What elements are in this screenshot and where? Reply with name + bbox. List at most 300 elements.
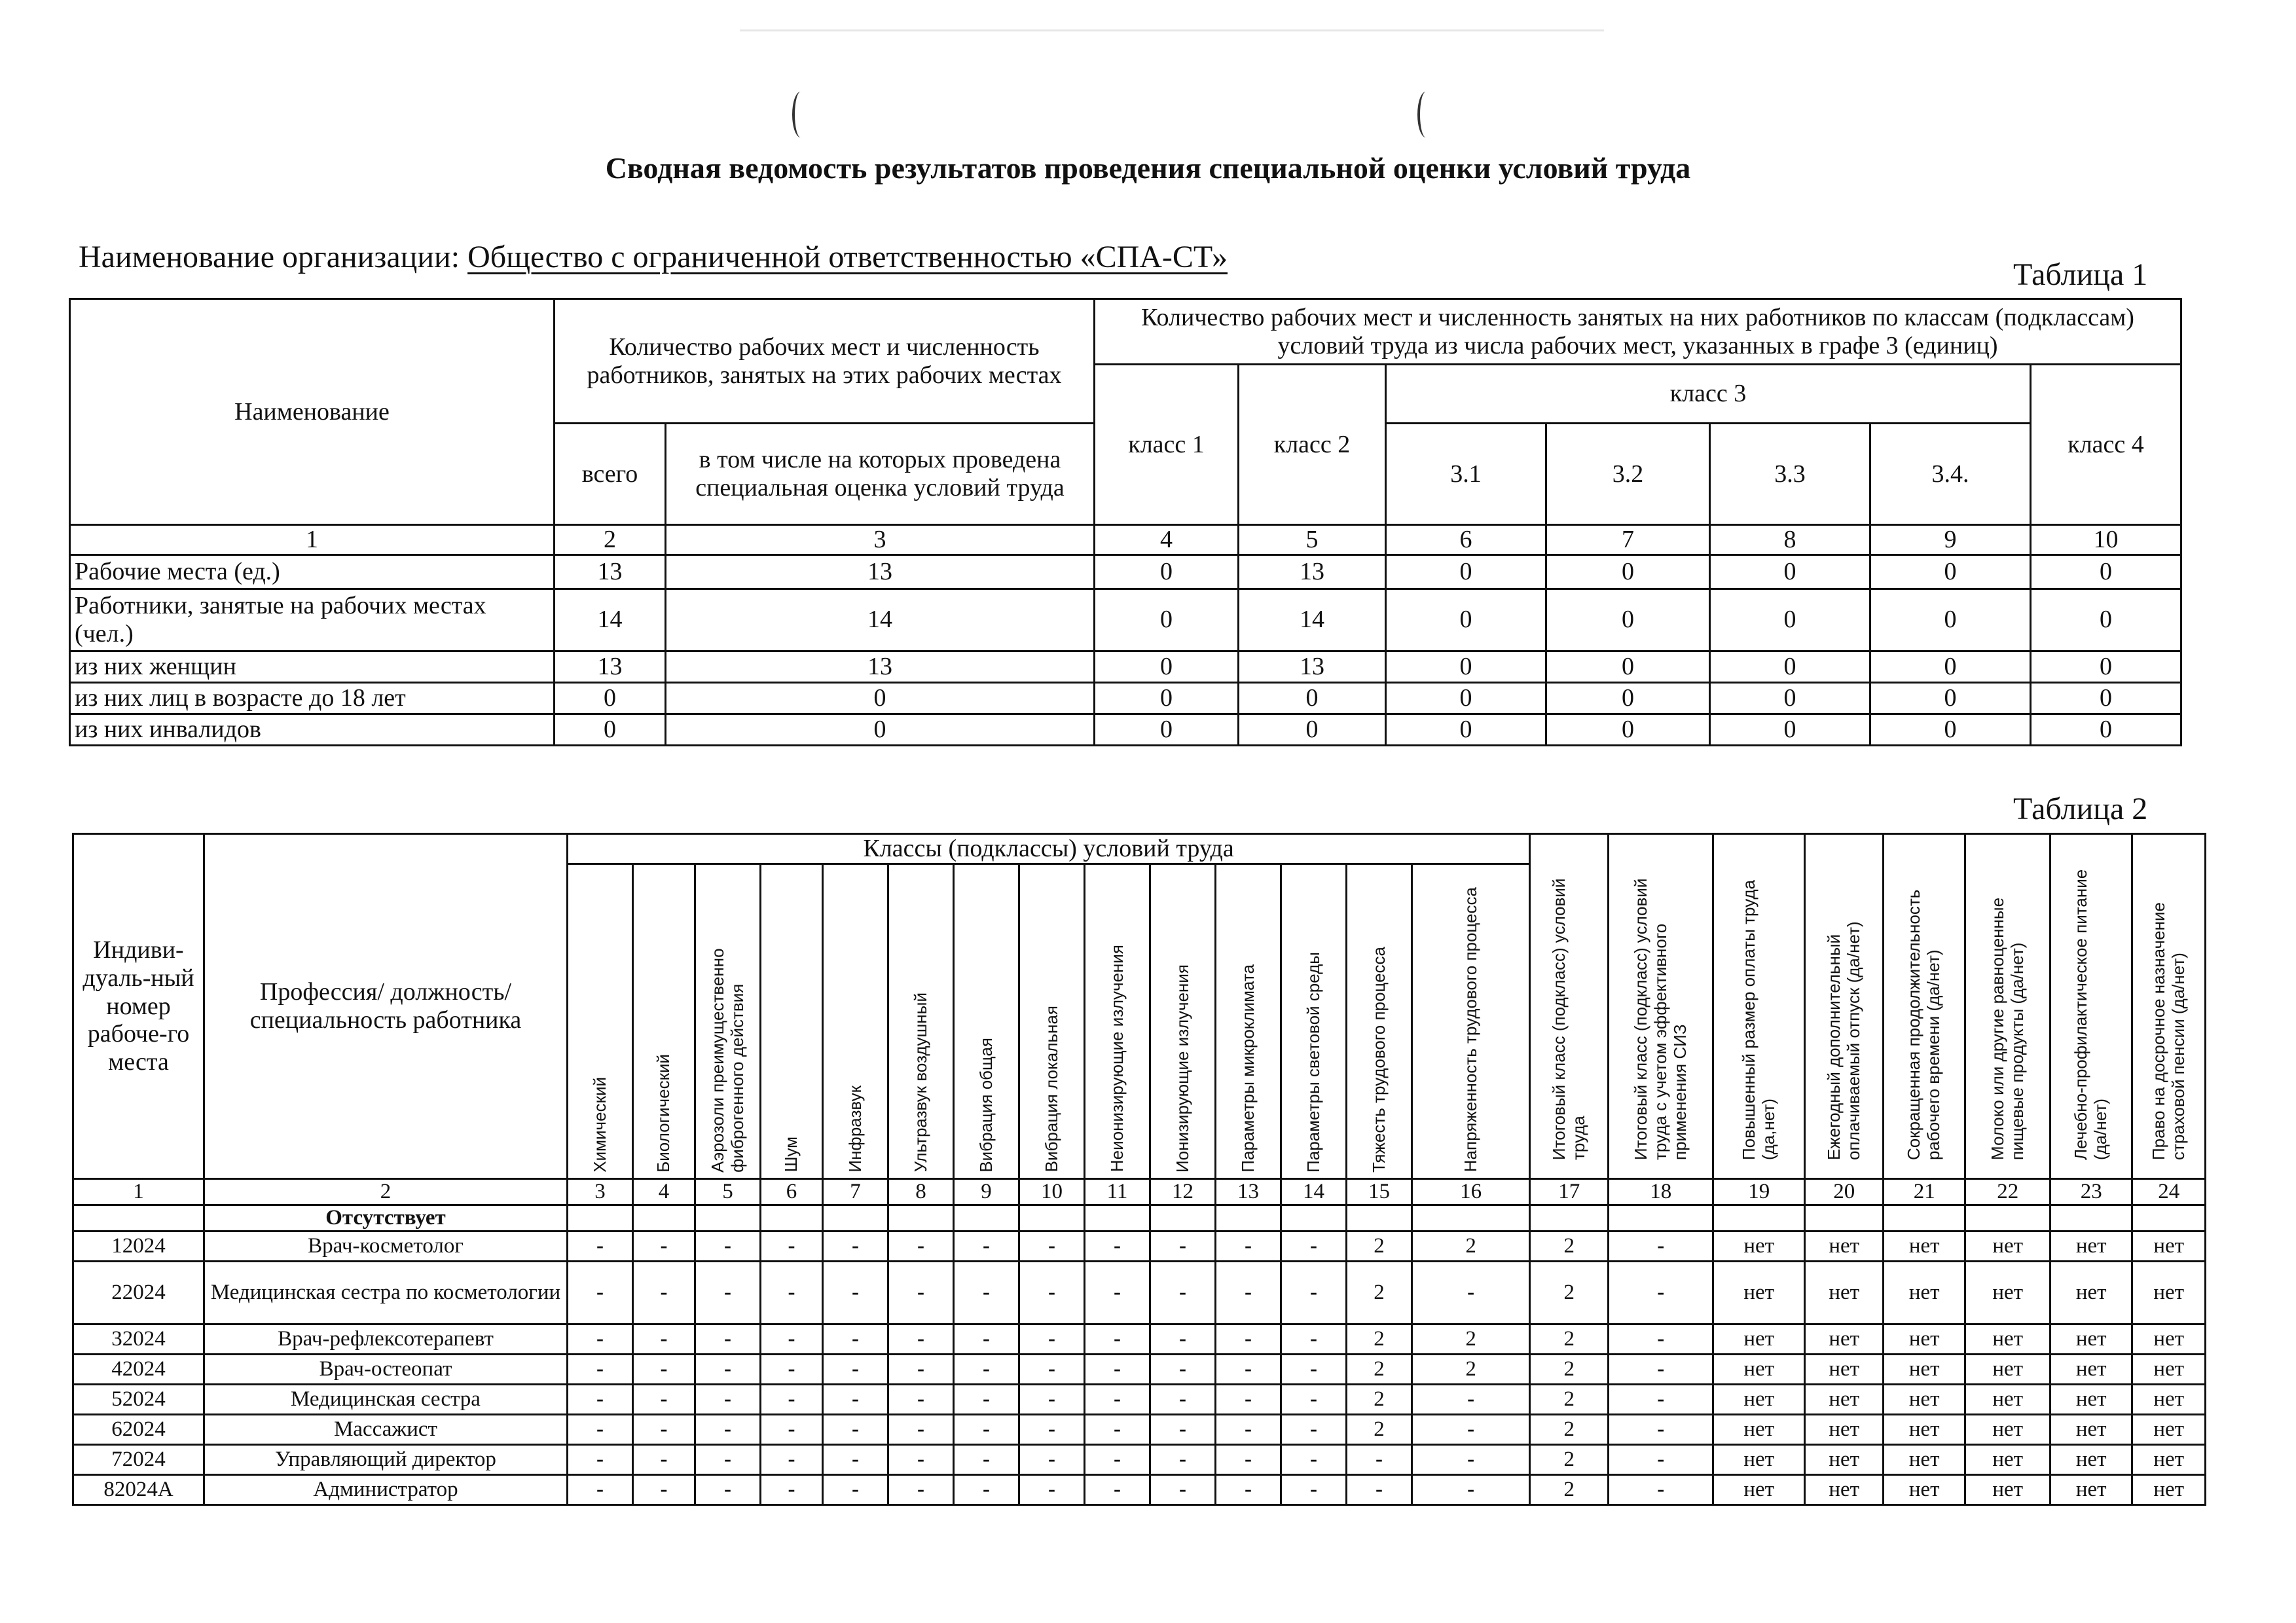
table-cell: нет <box>1713 1324 1805 1354</box>
summary-table-2 <box>72 833 2206 1506</box>
table-cell: - <box>1085 1324 1150 1354</box>
header-summary-label: Итоговый класс (подкласс) условий труда с учетом эффективного применения СИЗ <box>1630 878 1690 1160</box>
table-cell: - <box>695 1231 761 1261</box>
header-factor-label: Тяжесть трудового процесса <box>1368 946 1389 1173</box>
table-cell: нет <box>1884 1414 1965 1444</box>
table-cell: нет <box>2050 1324 2132 1354</box>
table-cell: - <box>1019 1324 1085 1354</box>
row-label: Рабочие места (ед.) <box>70 555 555 589</box>
table-row <box>73 1444 2206 1474</box>
table-row <box>73 1324 2206 1354</box>
table-cell: 13 <box>666 651 1095 682</box>
header-factor-15 <box>1347 864 1412 1178</box>
table-cell: - <box>1019 1354 1085 1384</box>
table-cell: 2 <box>1347 1231 1412 1261</box>
table-cell: - <box>568 1474 633 1504</box>
profession-name: Врач-косметолог <box>204 1231 568 1261</box>
col-number: 19 <box>1713 1178 1805 1205</box>
table-cell: - <box>888 1414 954 1444</box>
header-summary-label: Сокращенная продолжительность рабочего времени (да/нет) <box>1904 889 1944 1160</box>
table-cell: нет <box>1884 1261 1965 1324</box>
section-label: Отсутствует <box>204 1205 568 1231</box>
table-cell: - <box>1281 1384 1347 1414</box>
table-cell: нет <box>1713 1414 1805 1444</box>
empty-cell <box>954 1205 1019 1231</box>
column-number-row <box>70 525 2181 555</box>
header-sub31: 3.1 <box>1386 424 1546 525</box>
table-cell: нет <box>2050 1261 2132 1324</box>
profession-name: Врач-остеопат <box>204 1354 568 1384</box>
header-factor-13 <box>1216 864 1281 1178</box>
empty-cell <box>633 1205 695 1231</box>
col-number: 5 <box>695 1178 761 1205</box>
workplace-id: 12024 <box>73 1231 204 1261</box>
col-number: 6 <box>1386 525 1546 555</box>
workplace-id: 62024 <box>73 1414 204 1444</box>
table-cell: 0 <box>1239 714 1386 745</box>
workplace-id: 22024 <box>73 1261 204 1324</box>
table-cell: 0 <box>2031 682 2181 714</box>
table-cell: - <box>1281 1474 1347 1504</box>
table-cell: - <box>1019 1444 1085 1474</box>
table-cell: - <box>568 1324 633 1354</box>
col-number: 13 <box>1216 1178 1281 1205</box>
table-cell: 0 <box>1095 651 1239 682</box>
table-cell: - <box>1019 1414 1085 1444</box>
table-cell: - <box>1216 1231 1281 1261</box>
table-cell: нет <box>2050 1384 2132 1414</box>
header-factor-label: Ионизирующие излучения <box>1172 964 1192 1173</box>
header-factor-label: Шум <box>781 1137 801 1173</box>
header-factor-label: Ультразвук воздушный <box>910 993 930 1173</box>
table-cell: нет <box>1713 1444 1805 1474</box>
col-number: 9 <box>1870 525 2031 555</box>
header-total: всего <box>555 424 666 525</box>
header-class3: класс 3 <box>1386 365 2031 424</box>
scan-artifact-line <box>740 29 1604 31</box>
header-factor-label: Инфразвук <box>845 1085 865 1173</box>
table-cell: нет <box>1884 1384 1965 1414</box>
table-cell: - <box>1216 1444 1281 1474</box>
table-cell: - <box>823 1384 888 1414</box>
table-row <box>70 555 2181 589</box>
row-label: из них лиц в возрасте до 18 лет <box>70 682 555 714</box>
header-factor-label: Аэрозоли преимущественно фиброгенного действия <box>707 947 747 1173</box>
table-cell: нет <box>1884 1354 1965 1384</box>
table-cell: 2 <box>1347 1354 1412 1384</box>
empty-cell <box>1085 1205 1150 1231</box>
table-cell: - <box>1150 1444 1216 1474</box>
header-factor-16 <box>1412 864 1530 1178</box>
table-row <box>70 682 2181 714</box>
table-cell: - <box>695 1444 761 1474</box>
table-cell: нет <box>2132 1324 2206 1354</box>
table-cell: - <box>1150 1324 1216 1354</box>
table-cell: нет <box>1965 1324 2050 1354</box>
table-cell: нет <box>1805 1354 1884 1384</box>
profession-name: Медицинская сестра по косметологии <box>204 1261 568 1324</box>
table-cell: - <box>633 1474 695 1504</box>
table-cell: - <box>1216 1261 1281 1324</box>
table-row <box>73 1474 2206 1504</box>
table-cell: 0 <box>1095 714 1239 745</box>
table-cell: нет <box>1805 1414 1884 1444</box>
header-summary-23 <box>2050 834 2132 1179</box>
table-cell: - <box>823 1354 888 1384</box>
table-row <box>73 1354 2206 1384</box>
header-factor-5 <box>695 864 761 1178</box>
header-factor-label: Параметры микроклимата <box>1237 964 1258 1173</box>
header-summary-21 <box>1884 834 1965 1179</box>
col-number: 21 <box>1884 1178 1965 1205</box>
table-cell: 0 <box>1710 714 1870 745</box>
table-cell: - <box>1085 1474 1150 1504</box>
table-cell: - <box>1609 1324 1713 1354</box>
table-cell: 2 <box>1347 1414 1412 1444</box>
table-cell: - <box>695 1261 761 1324</box>
table-cell: 0 <box>1386 714 1546 745</box>
table-cell: 2 <box>1530 1261 1609 1324</box>
col-number: 1 <box>70 525 555 555</box>
table-cell: - <box>823 1414 888 1444</box>
workplace-id: 72024 <box>73 1444 204 1474</box>
table-cell: нет <box>1805 1444 1884 1474</box>
table-cell: 0 <box>1870 651 2031 682</box>
table-cell: - <box>1019 1261 1085 1324</box>
table-cell: 2 <box>1530 1444 1609 1474</box>
col-number: 7 <box>1546 525 1710 555</box>
empty-cell <box>2132 1205 2206 1231</box>
header-summary-label: Право на досрочное назначение страховой пенсии (да/нет) <box>2148 902 2188 1160</box>
organization-name: Общество с ограниченной ответственностью «СПА-СТ» <box>467 240 1228 274</box>
table-cell: 13 <box>666 555 1095 589</box>
table-cell: - <box>1085 1444 1150 1474</box>
table-cell: - <box>695 1474 761 1504</box>
empty-cell <box>1281 1205 1347 1231</box>
table-cell: нет <box>1805 1231 1884 1261</box>
table-cell: - <box>1216 1384 1281 1414</box>
profession-name: Врач-рефлексотерапевт <box>204 1324 568 1354</box>
table-cell: нет <box>2050 1414 2132 1444</box>
header-summary-label: Ежегодный дополнительный оплачиваемый отпуск (да/нет) <box>1823 921 1863 1160</box>
table-cell: нет <box>1965 1261 2050 1324</box>
table-cell: нет <box>2050 1474 2132 1504</box>
table-cell: - <box>1085 1261 1150 1324</box>
table-cell: 2 <box>1530 1354 1609 1384</box>
header-factor-6 <box>761 864 823 1178</box>
table-cell: нет <box>1713 1231 1805 1261</box>
table-cell: - <box>1609 1414 1713 1444</box>
header-factor-9 <box>954 864 1019 1178</box>
table-cell: 0 <box>1546 555 1710 589</box>
col-number: 8 <box>888 1178 954 1205</box>
table-cell: - <box>568 1444 633 1474</box>
table-cell: нет <box>1805 1261 1884 1324</box>
table-cell: - <box>954 1474 1019 1504</box>
table-row <box>73 1261 2206 1324</box>
empty-cell <box>1965 1205 2050 1231</box>
empty-cell <box>823 1205 888 1231</box>
col-number: 12 <box>1150 1178 1216 1205</box>
table-cell: - <box>761 1231 823 1261</box>
table-cell: - <box>888 1231 954 1261</box>
table-cell: 0 <box>1095 555 1239 589</box>
table-cell: - <box>954 1324 1019 1354</box>
col-number: 10 <box>2031 525 2181 555</box>
table-cell: - <box>823 1231 888 1261</box>
header-summary-20 <box>1805 834 1884 1179</box>
table-cell: - <box>1216 1324 1281 1354</box>
table-cell: 2 <box>1347 1384 1412 1414</box>
col-number: 14 <box>1281 1178 1347 1205</box>
table-cell: 0 <box>1710 682 1870 714</box>
header-summary-label: Повышенный размер оплаты труда (да,нет) <box>1738 879 1778 1160</box>
col-number: 23 <box>2050 1178 2132 1205</box>
header-factor-10 <box>1019 864 1085 1178</box>
table-cell: - <box>1281 1414 1347 1444</box>
table-cell: - <box>1347 1474 1412 1504</box>
header-sub32: 3.2 <box>1546 424 1710 525</box>
table-cell: 0 <box>1870 682 2031 714</box>
table-cell: нет <box>2132 1231 2206 1261</box>
header-factor-label: Вибрация общая <box>975 1037 996 1173</box>
table-cell: - <box>1412 1444 1530 1474</box>
table-cell: 0 <box>1386 589 1546 651</box>
table-cell: 0 <box>1710 555 1870 589</box>
table-cell: 0 <box>1710 589 1870 651</box>
table-cell: 2 <box>1347 1324 1412 1354</box>
table-cell: 13 <box>1239 651 1386 682</box>
table-cell: нет <box>2132 1261 2206 1324</box>
table1-caption: Таблица 1 <box>2013 257 2148 292</box>
col-number: 9 <box>954 1178 1019 1205</box>
table-cell: 13 <box>1239 555 1386 589</box>
table-cell: - <box>568 1354 633 1384</box>
table-cell: - <box>1085 1384 1150 1414</box>
header-factor-4 <box>633 864 695 1178</box>
table-row <box>70 651 2181 682</box>
table-cell: - <box>695 1324 761 1354</box>
table-cell: нет <box>1884 1444 1965 1474</box>
table-cell: - <box>954 1444 1019 1474</box>
header-summary-24 <box>2132 834 2206 1179</box>
table-cell: - <box>1019 1231 1085 1261</box>
table-cell: - <box>1150 1474 1216 1504</box>
header-class1: класс 1 <box>1095 365 1239 525</box>
header-summary-label: Молоко или другие равноценные пищевые продукты (да/нет) <box>1987 897 2027 1160</box>
col-number: 7 <box>823 1178 888 1205</box>
table-cell: 0 <box>1239 682 1386 714</box>
table-cell: 2 <box>1412 1231 1530 1261</box>
col-number: 8 <box>1710 525 1870 555</box>
col-number: 6 <box>761 1178 823 1205</box>
header-factor-11 <box>1085 864 1150 1178</box>
table-cell: - <box>633 1414 695 1444</box>
table-row <box>73 1384 2206 1414</box>
empty-cell <box>888 1205 954 1231</box>
header-summary-17 <box>1530 834 1609 1179</box>
table-cell: - <box>823 1444 888 1474</box>
header-profession: Профессия/ должность/ специальность работника <box>204 834 568 1179</box>
workplace-id: 52024 <box>73 1384 204 1414</box>
empty-cell <box>1019 1205 1085 1231</box>
empty-cell <box>1805 1205 1884 1231</box>
col-number: 3 <box>666 525 1095 555</box>
header-summary-label: Итоговый класс (подкласс) условий труда <box>1548 878 1588 1160</box>
table-row <box>73 1414 2206 1444</box>
table-cell: - <box>633 1354 695 1384</box>
table-cell: нет <box>1884 1324 1965 1354</box>
table-cell: 0 <box>1546 589 1710 651</box>
table-cell: нет <box>2050 1354 2132 1384</box>
col-number: 22 <box>1965 1178 2050 1205</box>
col-number: 1 <box>73 1178 204 1205</box>
table-cell: - <box>888 1384 954 1414</box>
column-number-row <box>73 1178 2206 1205</box>
table-cell: 2 <box>1530 1384 1609 1414</box>
table-cell: - <box>1216 1414 1281 1444</box>
empty-cell <box>73 1205 204 1231</box>
table-cell: 0 <box>1710 651 1870 682</box>
table-cell: - <box>888 1444 954 1474</box>
table-row <box>70 589 2181 651</box>
hole-punch-mark <box>1417 92 1434 137</box>
table-cell: - <box>1412 1474 1530 1504</box>
table-cell: 2 <box>1412 1324 1530 1354</box>
table-cell: - <box>954 1384 1019 1414</box>
table-cell: - <box>1347 1444 1412 1474</box>
table-cell: нет <box>2132 1354 2206 1384</box>
col-number: 4 <box>633 1178 695 1205</box>
table-cell: - <box>568 1261 633 1324</box>
table-cell: 2 <box>1347 1261 1412 1324</box>
table-cell: нет <box>1713 1474 1805 1504</box>
table-cell: - <box>888 1324 954 1354</box>
table-cell: - <box>1019 1474 1085 1504</box>
empty-cell <box>568 1205 633 1231</box>
table-cell: - <box>633 1261 695 1324</box>
col-number: 4 <box>1095 525 1239 555</box>
profession-name: Администратор <box>204 1474 568 1504</box>
table-cell: - <box>1150 1354 1216 1384</box>
table-cell: - <box>1412 1414 1530 1444</box>
table-cell: нет <box>1805 1324 1884 1354</box>
empty-cell <box>1347 1205 1412 1231</box>
header-class4: класс 4 <box>2031 365 2181 525</box>
table-cell: 0 <box>1386 682 1546 714</box>
table-cell: нет <box>1965 1354 2050 1384</box>
document-title: Сводная ведомость результатов проведения специальной оценки условий труда <box>605 151 1691 185</box>
col-number: 15 <box>1347 1178 1412 1205</box>
table-cell: - <box>761 1444 823 1474</box>
table-cell: 13 <box>555 651 666 682</box>
col-number: 16 <box>1412 1178 1530 1205</box>
col-number: 10 <box>1019 1178 1085 1205</box>
empty-cell <box>761 1205 823 1231</box>
table-cell: - <box>823 1474 888 1504</box>
empty-cell <box>1150 1205 1216 1231</box>
table-cell: - <box>1609 1384 1713 1414</box>
table-cell: - <box>1216 1354 1281 1384</box>
table-cell: 0 <box>1546 682 1710 714</box>
table-cell: - <box>1150 1384 1216 1414</box>
table-cell: 14 <box>555 589 666 651</box>
workplace-id: 32024 <box>73 1324 204 1354</box>
table-cell: нет <box>1805 1474 1884 1504</box>
table-cell: - <box>954 1414 1019 1444</box>
table-cell: - <box>1281 1324 1347 1354</box>
table-cell: - <box>1609 1354 1713 1384</box>
table-cell: нет <box>1713 1261 1805 1324</box>
header-factor-14 <box>1281 864 1347 1178</box>
table-cell: нет <box>1965 1444 2050 1474</box>
table-cell: 0 <box>2031 555 2181 589</box>
table-cell: - <box>954 1231 1019 1261</box>
table-cell: - <box>1281 1354 1347 1384</box>
table-cell: 2 <box>1530 1414 1609 1444</box>
header-sub34: 3.4. <box>1870 424 2031 525</box>
organization-label: Наименование организации: <box>79 240 460 274</box>
table-cell: - <box>633 1384 695 1414</box>
table-cell: нет <box>2050 1444 2132 1474</box>
table-cell: нет <box>1884 1474 1965 1504</box>
table-cell: 0 <box>2031 651 2181 682</box>
empty-cell <box>2050 1205 2132 1231</box>
table-cell: нет <box>2050 1231 2132 1261</box>
table-cell: нет <box>1713 1354 1805 1384</box>
empty-cell <box>1713 1205 1805 1231</box>
table-cell: 0 <box>666 682 1095 714</box>
table-cell: - <box>1150 1261 1216 1324</box>
empty-cell <box>1609 1205 1713 1231</box>
table-cell: - <box>823 1261 888 1324</box>
header-factor-12 <box>1150 864 1216 1178</box>
profession-name: Массажист <box>204 1414 568 1444</box>
header-group-total: Количество рабочих мест и численность работников, занятых на этих рабочих местах <box>555 299 1095 424</box>
col-number: 2 <box>204 1178 568 1205</box>
table-cell: нет <box>1805 1384 1884 1414</box>
col-number: 3 <box>568 1178 633 1205</box>
empty-cell <box>695 1205 761 1231</box>
header-factor-8 <box>888 864 954 1178</box>
header-factor-label: Вибрация локальная <box>1041 1006 1061 1173</box>
col-number: 24 <box>2132 1178 2206 1205</box>
row-label: из них женщин <box>70 651 555 682</box>
empty-cell <box>1412 1205 1530 1231</box>
table-cell: - <box>1609 1444 1713 1474</box>
table-cell: 0 <box>1386 651 1546 682</box>
table-cell: нет <box>2132 1474 2206 1504</box>
table-cell: - <box>1412 1261 1530 1324</box>
workplace-id: 82024А <box>73 1474 204 1504</box>
header-summary-22 <box>1965 834 2050 1179</box>
table-cell: - <box>1281 1231 1347 1261</box>
table-row <box>70 714 2181 745</box>
header-class2: класс 2 <box>1239 365 1386 525</box>
table-cell: - <box>1412 1384 1530 1414</box>
table-cell: - <box>1085 1414 1150 1444</box>
table-cell: - <box>1085 1354 1150 1384</box>
table-cell: - <box>761 1414 823 1444</box>
table-cell: - <box>1216 1474 1281 1504</box>
table-cell: - <box>633 1444 695 1474</box>
header-assessed: в том числе на которых проведена специальная оценка условий труда <box>666 424 1095 525</box>
header-factor-label: Напряженность трудового процесса <box>1460 887 1480 1173</box>
table-cell: нет <box>1965 1384 2050 1414</box>
col-number: 11 <box>1085 1178 1150 1205</box>
table-cell: 0 <box>555 682 666 714</box>
table-cell: - <box>1609 1474 1713 1504</box>
